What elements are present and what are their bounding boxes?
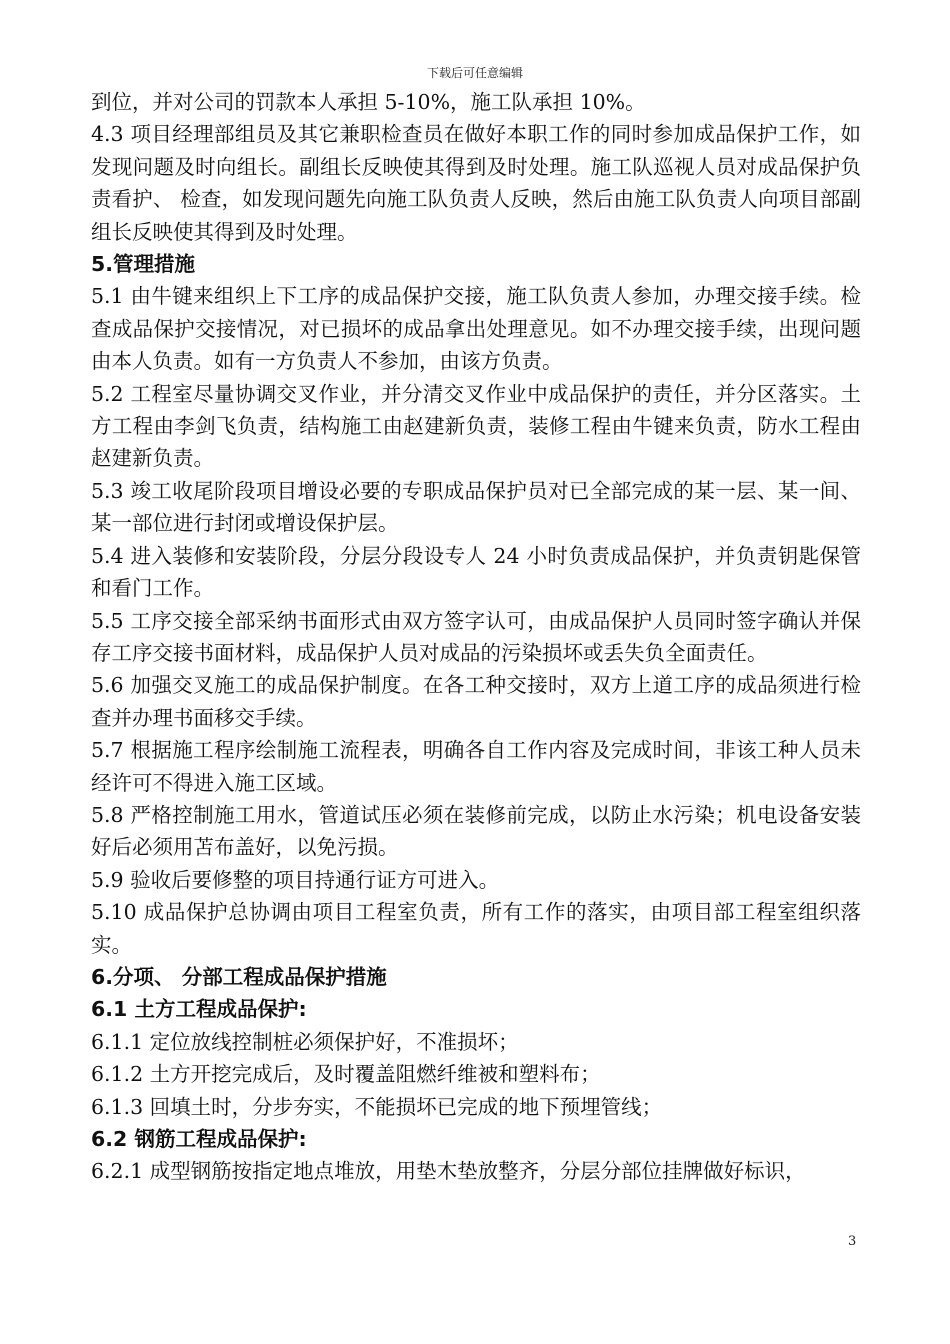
page-header: 下载后可任意编辑 [426,66,523,80]
paragraph: 5.7 根据施工程序绘制施工流程表，明确各自工作内容及完成时间，非该工种人员未经许可不得进入施工区域。 [91,738,861,795]
section-heading: 5.管理措施 [91,252,196,277]
paragraph: 5.6 加强交叉施工的成品保护制度。在各工种交接时，双方上道工序的成品须进行检查并办理书面移交手续。 [91,673,861,730]
paragraph: 6.2.1 成型钢筋按指定地点堆放，用垫木垫放整齐，分层分部位挂牌做好标识， [91,1159,806,1184]
subsection-heading: 6.2 钢筋工程成品保护: [91,1127,307,1151]
document-body [91,86,861,1188]
paragraph: 6.1.2 土方开挖完成后，及时覆盖阻燃纤维被和塑料布； [91,1062,601,1087]
subsection-heading: 6.1 土方工程成品保护: [91,997,307,1022]
paragraph: 6.1.1 定位放线控制桩必须保护好，不准损坏； [91,1029,519,1054]
paragraph: 5.3 竣工收尾阶段项目增设必要的专职成品保护员对已全部完成的某一层、某一间、 某一部位进行封闭或增设保护层。 [91,478,861,536]
section-heading: 6.分项、 分部工程成品保护措施 [91,964,387,989]
paragraph: 5.4 进入装修和安装阶段，分层分段设专人 24 小时负责成品保护，并负责钥匙保管和看门工作。 [91,543,861,601]
paragraph: 5.1 由牛键来组织上下工序的成品保护交接，施工队负责人参加，办理交接手续。检查成品保护交接情况，对已损坏的成品拿出处理意见。如不办理交接手续，出现问题由本人负责。如有一方负责人不参加，由该方负责。 [91,284,861,374]
page-number: 3 [848,1234,857,1249]
paragraph: 6.1.3 回填土时，分步夯实，不能损坏已完成的地下预埋管线； [91,1094,663,1119]
paragraph: 5.9 验收后要修整的项目持通行证方可进入。 [91,867,500,892]
paragraph: 5.8 严格控制施工用水，管道试压必须在装修前完成，以防止水污染；机电设备安装好后必须用苫布盖好，以免污损。 [91,802,861,860]
paragraph: 5.10 成品保护总协调由项目工程室负责，所有工作的落实，由项目部工程室组织落实。 [91,900,861,957]
paragraph: 到位，并对公司的罚款本人承担 5-10%，施工队承担 10%。 [91,90,646,114]
paragraph: 5.5 工序交接全部采纳书面形式由双方签字认可，由成品保护人员同时签字确认并保存工序交接书面材料，成品保护人员对成品的污染损坏或丢失负全面责任。 [91,608,861,665]
paragraph: 4.3 项目经理部组员及其它兼职检查员在做好本职工作的同时参加成品保护工作，如发现问题及时向组长。副组长反映使其得到及时处理。施工队巡视人员对成品保护负责看护、 检查，如发现问题先向施工队负责人反映，然后由施工队负责人向项目部副组长反映使其得到及时处理。 [91,122,861,244]
paragraph: 5.2 工程室尽量协调交叉作业，并分清交叉作业中成品保护的责任，并分区落实。土方工程由李剑飞负责，结构施工由赵建新负责，装修工程由牛键来负责，防水工程由赵建新负责。 [91,381,861,471]
